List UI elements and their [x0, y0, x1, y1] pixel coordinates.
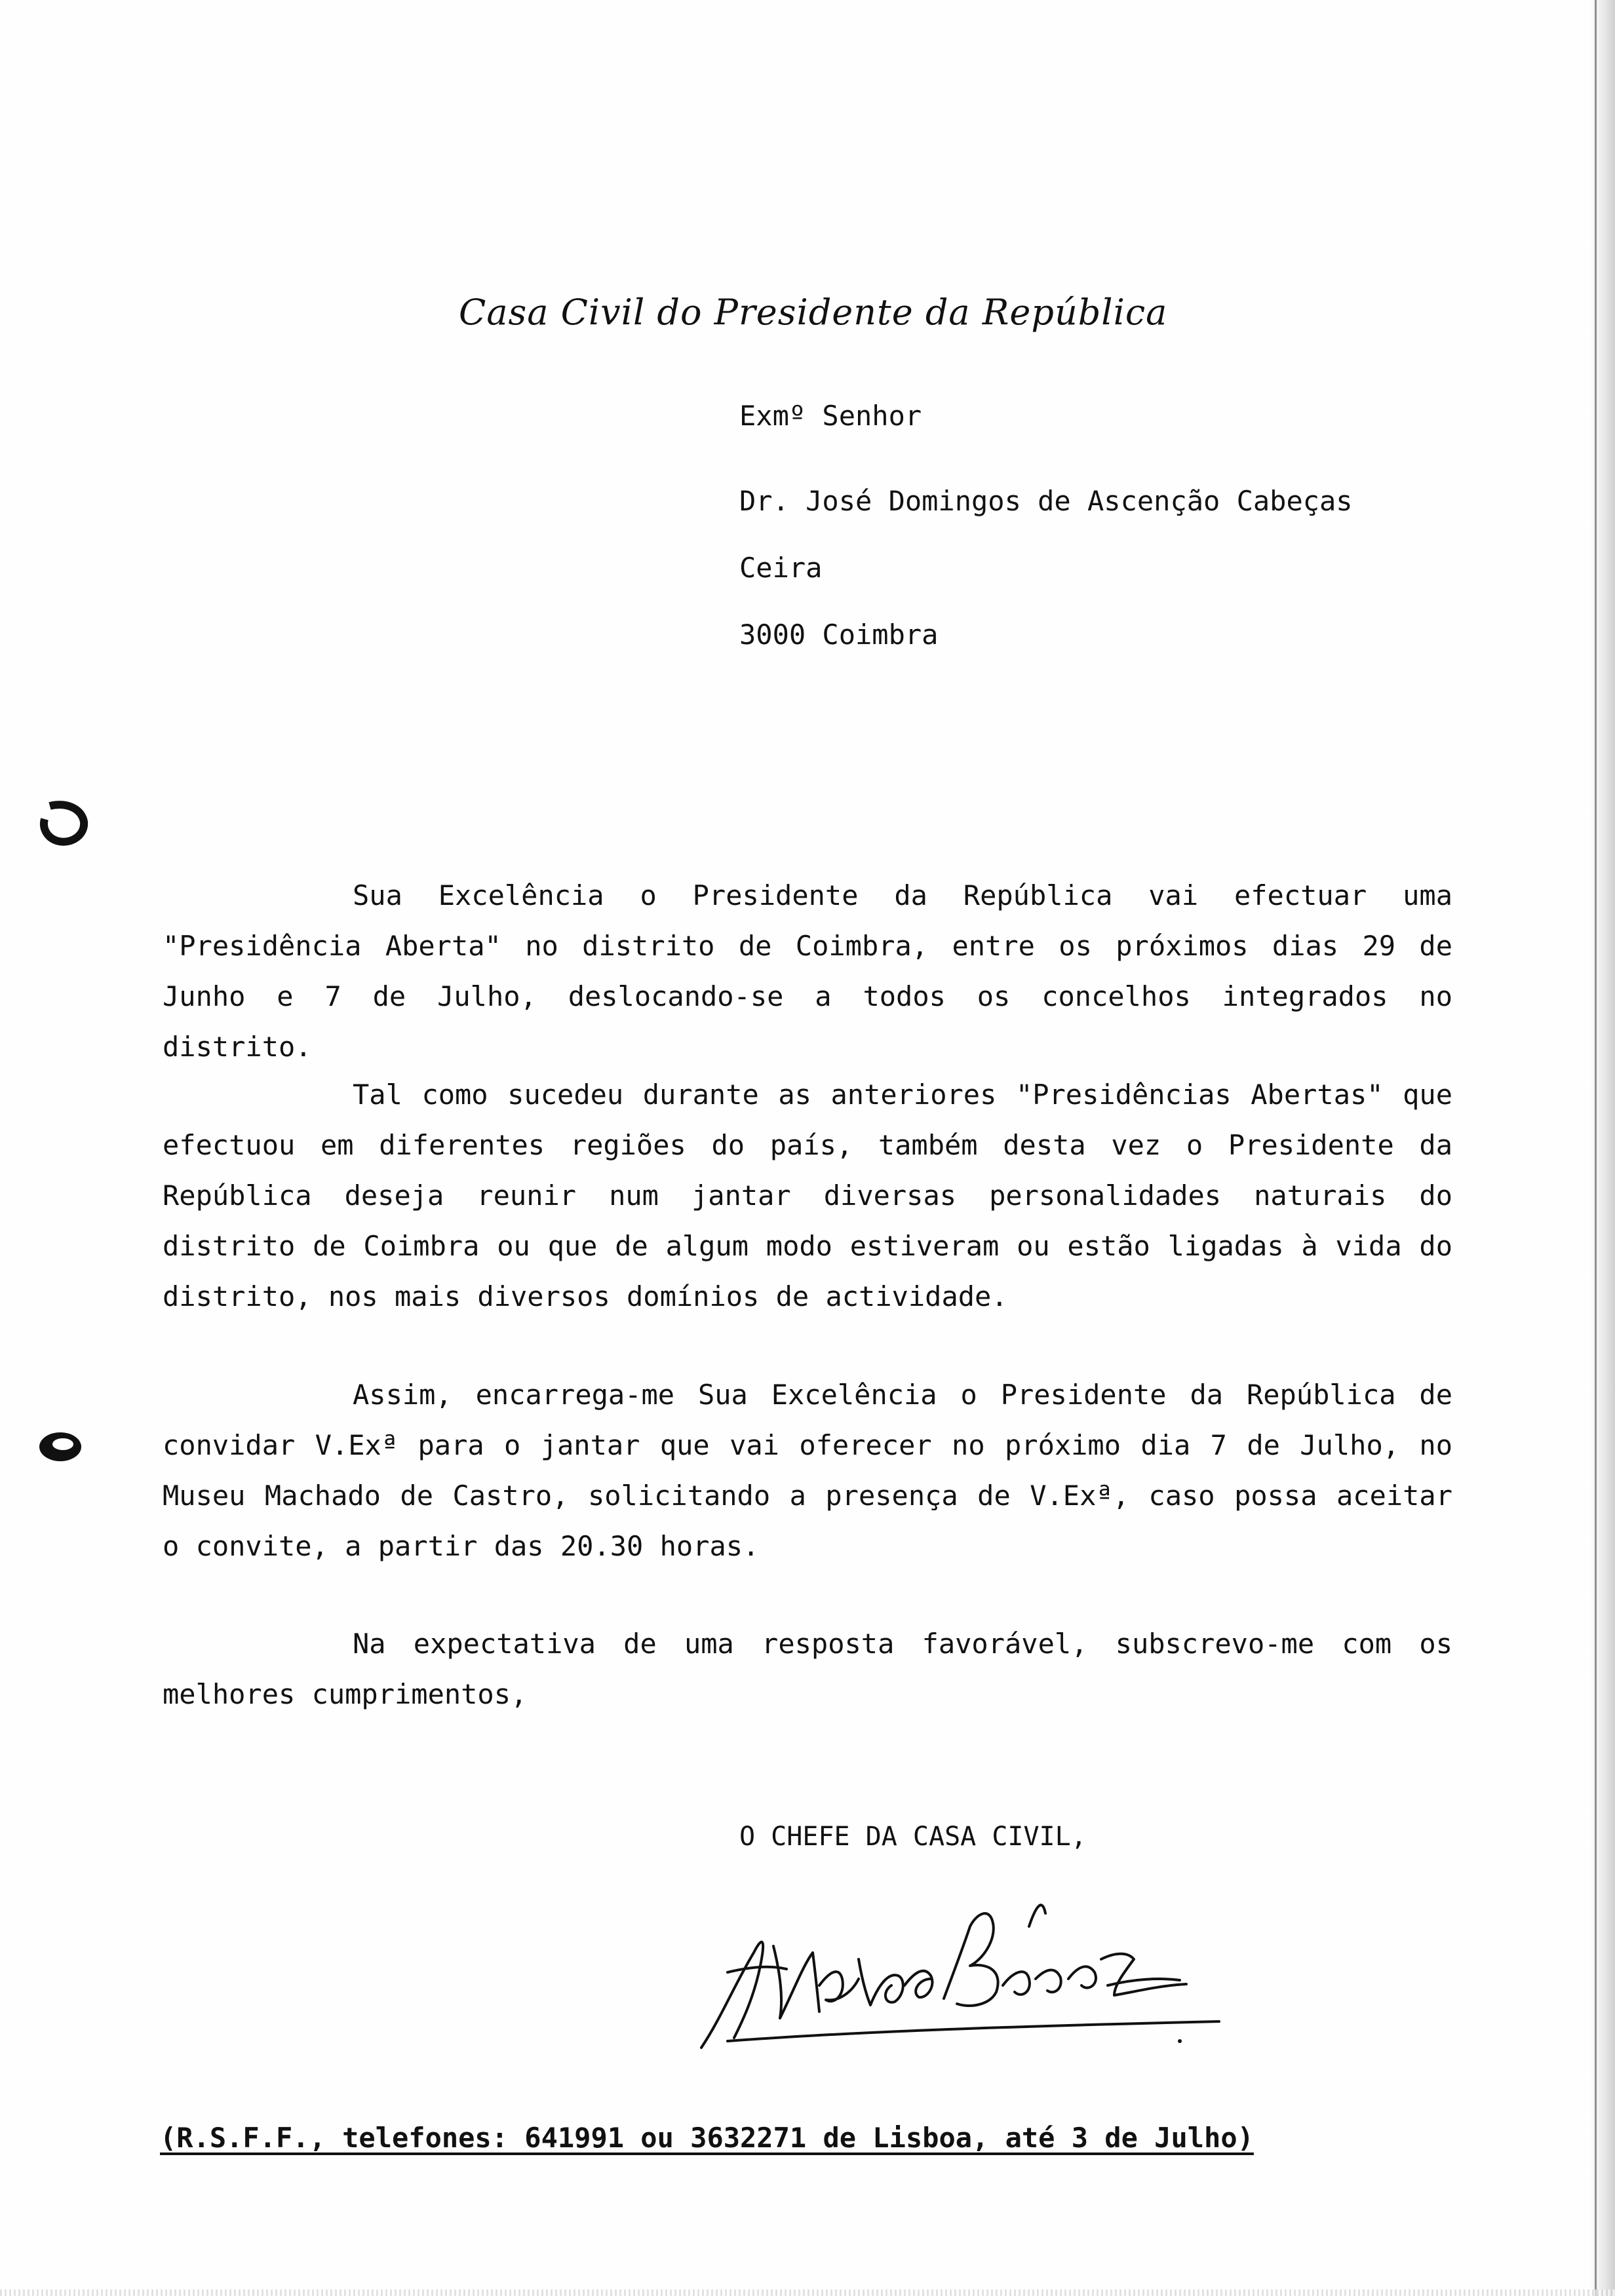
body-paragraph-text: Assim, encarrega-me Sua Excelência o Presidente da República de convidar V.Exª para o jantar que vai oferecer no próximo dia 7 de Julho, no Museu Machado de Castro, solicitando a presença de V.Exª, caso possa aceitar o convite, a partir das 20.30 horas. [163, 1379, 1452, 1562]
body-paragraph-text: Na expectativa de uma resposta favorável, subscrevo-me com os melhores cumprimentos, [163, 1628, 1452, 1710]
address-locality: Ceira [739, 552, 823, 584]
body-paragraph [163, 870, 1452, 1072]
address-name: Dr. José Domingos de Ascenção Cabeças [739, 485, 1353, 517]
body-paragraph [163, 1069, 1452, 1322]
punch-hole-icon [34, 1423, 87, 1469]
punch-hole-icon [38, 801, 90, 847]
signature-image [662, 1887, 1252, 2057]
body-paragraph-text: Tal como sucedeu durante as anteriores "Presidências Abertas" que efectuou em diferentes regiões do país, também desta vez o Presidente da República deseja reunir num jantar diversas personalidades naturais do distrito de Coimbra ou que de algum modo estiveram ou estão ligadas à vida do distrito, nos mais diversos domínios de actividade. [163, 1079, 1452, 1312]
closing-title: O CHEFE DA CASA CIVIL, [739, 1822, 1087, 1852]
scan-edge-shadow [1589, 0, 1615, 2296]
address-city: 3000 Coimbra [739, 619, 939, 651]
letterhead-title: Casa Civil do Presidente da República [459, 292, 1168, 333]
body-paragraph [163, 1369, 1452, 1571]
body-paragraph-text: Sua Excelência o Presidente da República vai efectuar uma "Presidência Aberta" no distrito de Coimbra, entre os próximos dias 29 de Junho e 7 de Julho, deslocando-se a todos os concelhos integrados no distrito. [163, 879, 1452, 1063]
body-paragraph [163, 1618, 1452, 1719]
scan-bottom-noise [0, 2289, 1615, 2296]
footer-rsvp-note: (R.S.F.F., telefones: 641991 ou 3632271 de Lisboa, até 3 de Julho) [160, 2122, 1254, 2154]
scan-edge-line [1595, 0, 1597, 2296]
address-salutation: Exmº Senhor [739, 400, 922, 432]
